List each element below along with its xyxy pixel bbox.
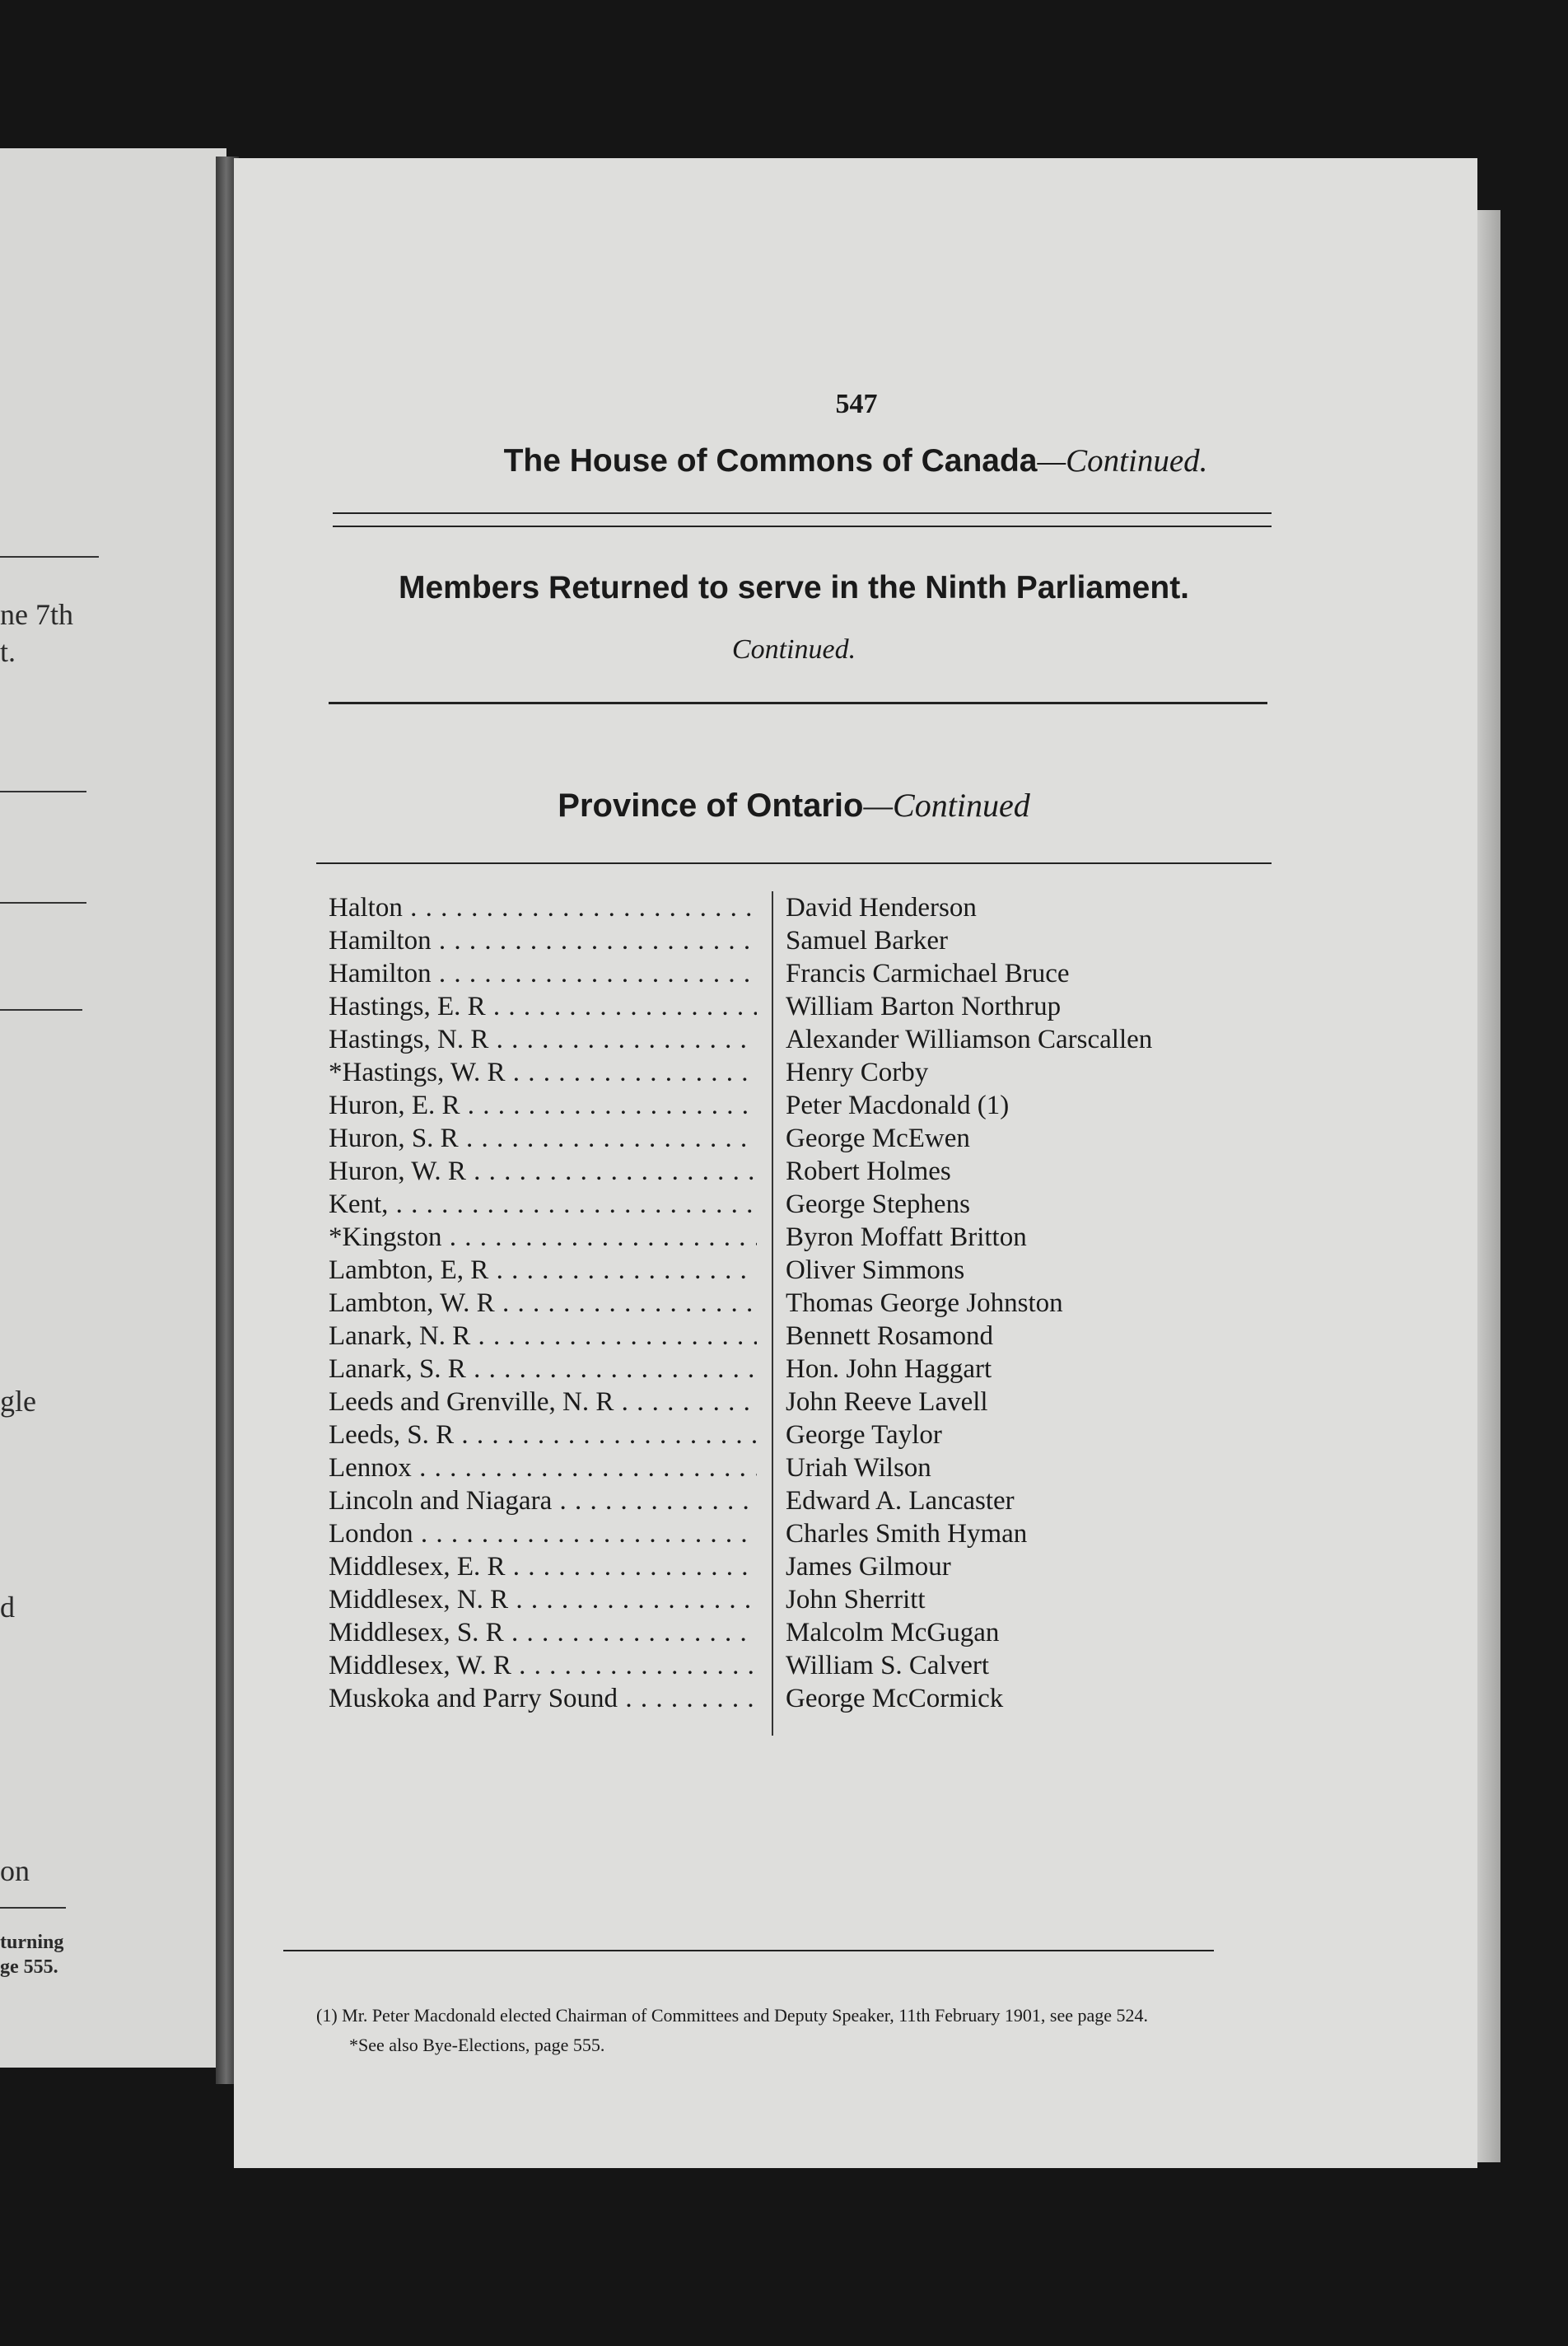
continued-label: Continued. [731,634,856,665]
section-title-main: Province of Ontario [558,787,864,824]
facing-page-rule [0,1009,82,1011]
footnotes [316,2003,1189,2063]
facing-page-fragment: gle [0,1385,36,1418]
riding-name: Middlesex, N. R . . . [329,1583,757,1616]
riding-name: Hastings, N. R . . . [329,1023,757,1056]
section-title-continued: —Continued [863,787,1030,824]
running-head-continued: —Continued. [1037,443,1208,479]
facing-page-fragment: on [0,1854,30,1887]
member-name: William Barton Northrup [786,992,1062,1021]
riding-name: Halton . . . [329,891,757,924]
member-name: David Henderson [786,893,977,923]
member-name: Oliver Simmons [786,1255,965,1285]
member-name: Robert Holmes [786,1157,951,1186]
riding-name: Lanark, S. R . . . [329,1353,757,1386]
facing-page-fragment: t. [0,635,16,668]
riding-name: Huron, W. R . . . [329,1155,757,1188]
riding-name: Leeds and Grenville, N. R . . . [329,1386,757,1418]
page-heading: Members Returned to serve in the Ninth Parliament. [398,570,1190,605]
member-name: Samuel Barker [786,926,949,956]
riding-name: Lincoln and Niagara . . . [329,1484,757,1517]
member-name: Thomas George Johnston [786,1288,1063,1318]
riding-name: *Kingston . . . [329,1221,757,1254]
page-number: 547 [835,389,878,419]
member-name: Peter Macdonald (1) [786,1091,1010,1120]
member-name: William S. Calvert [786,1651,990,1680]
riding-name: Hastings, E. R . . . [329,990,757,1023]
riding-name: Muskoka and Parry Sound . . . [329,1682,757,1715]
member-name: James Gilmour [786,1552,951,1582]
riding-name: Lennox . . . [329,1451,757,1484]
facing-page-rule [0,556,99,558]
page-edge [1477,210,1500,2162]
riding-name: Lanark, N. R . . . [329,1320,757,1353]
rule [316,862,1272,864]
riding-name: Middlesex, E. R . . . [329,1550,757,1583]
riding-name: Hamilton . . . [329,957,757,990]
riding-name: *Hastings, W. R . . . [329,1056,757,1089]
member-name: George Taylor [786,1420,942,1450]
member-name: Hon. John Haggart [786,1354,992,1384]
riding-name: Middlesex, W. R . . . [329,1649,757,1682]
facing-page-fragment: ne 7th [0,598,73,631]
rule [329,702,1267,704]
member-name: John Reeve Lavell [786,1387,988,1417]
facing-page-fragment: d [0,1591,15,1624]
member-name: Uriah Wilson [786,1453,931,1483]
facing-page-fragment: turning [0,1932,64,1953]
member-name: Bennett Rosamond [786,1321,994,1351]
member-name: Francis Carmichael Bruce [786,959,1070,988]
member-name: Alexander Williamson Carscallen [786,1025,1153,1054]
facing-page-rule [0,791,86,792]
riding-name: Lambton, W. R . . . [329,1287,757,1320]
facing-page-rule [0,902,86,904]
running-head-title: The House of Commons of Canada [503,443,1038,479]
member-name: Edward A. Lancaster [786,1486,1015,1516]
member-name: Henry Corby [786,1058,929,1087]
column-divider [772,891,773,1736]
member-name: Malcolm McGugan [786,1618,1000,1647]
member-name: John Sherritt [786,1585,926,1615]
riding-name: Middlesex, S. R . . . [329,1616,757,1649]
facing-page-rule [0,1907,66,1909]
riding-name: Huron, E. R . . . [329,1089,757,1122]
rule [283,1950,1214,1951]
footnote: *See also Bye-Elections, page 555. [349,2035,605,2055]
double-rule [333,512,1272,527]
running-head [423,442,1288,479]
riding-name: Hamilton . . . [329,924,757,957]
riding-name: Leeds, S. R . . . [329,1418,757,1451]
facing-page-fragment: ge 555. [0,1956,58,1978]
member-name: George McEwen [786,1124,970,1153]
section-title [399,786,1189,825]
riding-name: Kent, . . . [329,1188,757,1221]
member-name: Byron Moffatt Britton [786,1222,1027,1252]
facing-page [0,148,226,2068]
riding-name: Lambton, E, R . . . [329,1254,757,1287]
riding-name: London . . . [329,1517,757,1550]
footnote: (1) Mr. Peter Macdonald elected Chairman of Committees and Deputy Speaker, 11th February 1901, see page 524. [316,2005,1149,2026]
riding-name: Huron, S. R . . . [329,1122,757,1155]
member-name: George Stephens [786,1189,970,1219]
document-page [234,158,1477,2168]
member-name: Charles Smith Hyman [786,1519,1028,1549]
member-name: George McCormick [786,1684,1004,1713]
